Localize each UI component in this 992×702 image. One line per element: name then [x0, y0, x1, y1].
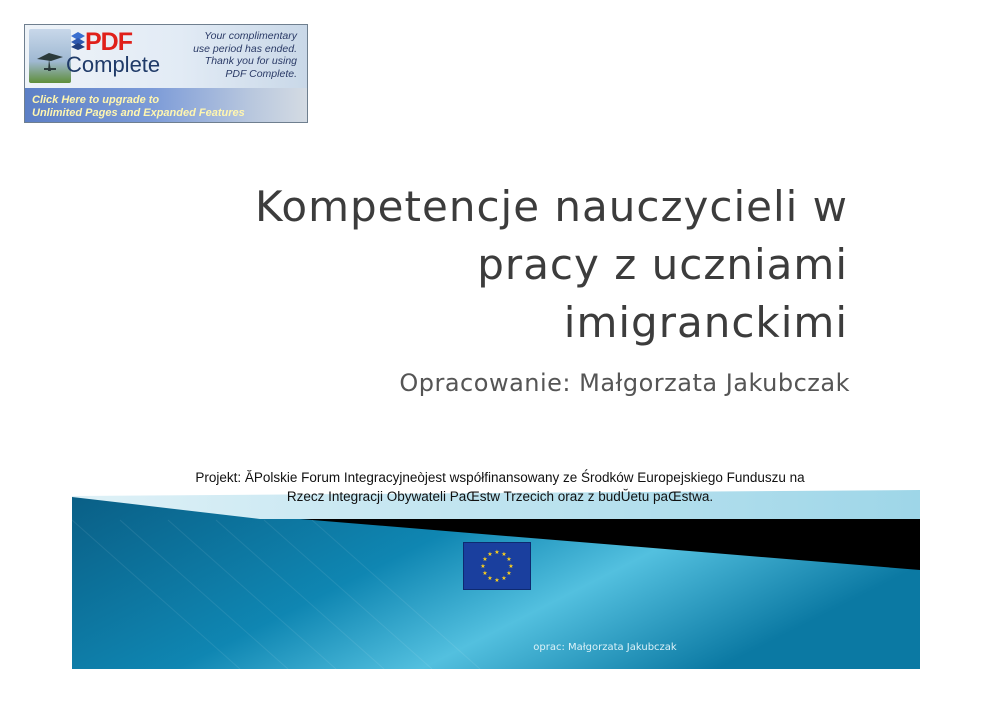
- slide-title-line: imigranckimi: [563, 298, 848, 347]
- svg-text:★: ★: [480, 563, 486, 570]
- svg-text:★: ★: [506, 556, 512, 563]
- upgrade-link-line: Click Here to upgrade to: [32, 94, 160, 106]
- complete-wordmark: Complete: [66, 52, 161, 77]
- promo-line: PDF Complete.: [225, 67, 297, 80]
- project-line: Projekt: ĂPolskie Forum Integracyjneòjest współfinansowany ze Środków Europejskiego Funduszu na: [195, 470, 805, 485]
- svg-text:★: ★: [482, 556, 488, 563]
- project-line: Rzecz Integracji Obywateli PaŒstw Trzecich oraz z budŬetu paŒstwa.: [286, 489, 714, 504]
- svg-text:★: ★: [487, 575, 493, 582]
- svg-text:★: ★: [501, 575, 507, 582]
- upgrade-link-line: Unlimited Pages and Expanded Features: [32, 107, 245, 119]
- slide-title-line: Kompetencje nauczycieli w: [254, 182, 848, 231]
- project-funding-note: [120, 468, 880, 506]
- svg-text:★: ★: [487, 551, 493, 558]
- promo-line: Thank you for using: [204, 55, 297, 67]
- svg-text:★: ★: [501, 551, 507, 558]
- footer-author: oprac: Małgorzata Jakubczak: [533, 642, 677, 653]
- slide-title-line: pracy z uczniami: [477, 240, 848, 289]
- svg-text:★: ★: [482, 570, 488, 577]
- svg-text:★: ★: [494, 577, 500, 584]
- promo-line: use period has ended.: [193, 42, 297, 55]
- promo-line: Your complimentary: [204, 30, 297, 42]
- pdf-wordmark: PDF: [85, 28, 132, 56]
- eu-flag-icon: [463, 542, 531, 590]
- svg-text:★: ★: [508, 563, 514, 570]
- svg-text:★: ★: [506, 570, 512, 577]
- svg-text:★: ★: [494, 549, 500, 556]
- slide-subtitle: Opracowanie: Małgorzata Jakubczak: [399, 369, 850, 397]
